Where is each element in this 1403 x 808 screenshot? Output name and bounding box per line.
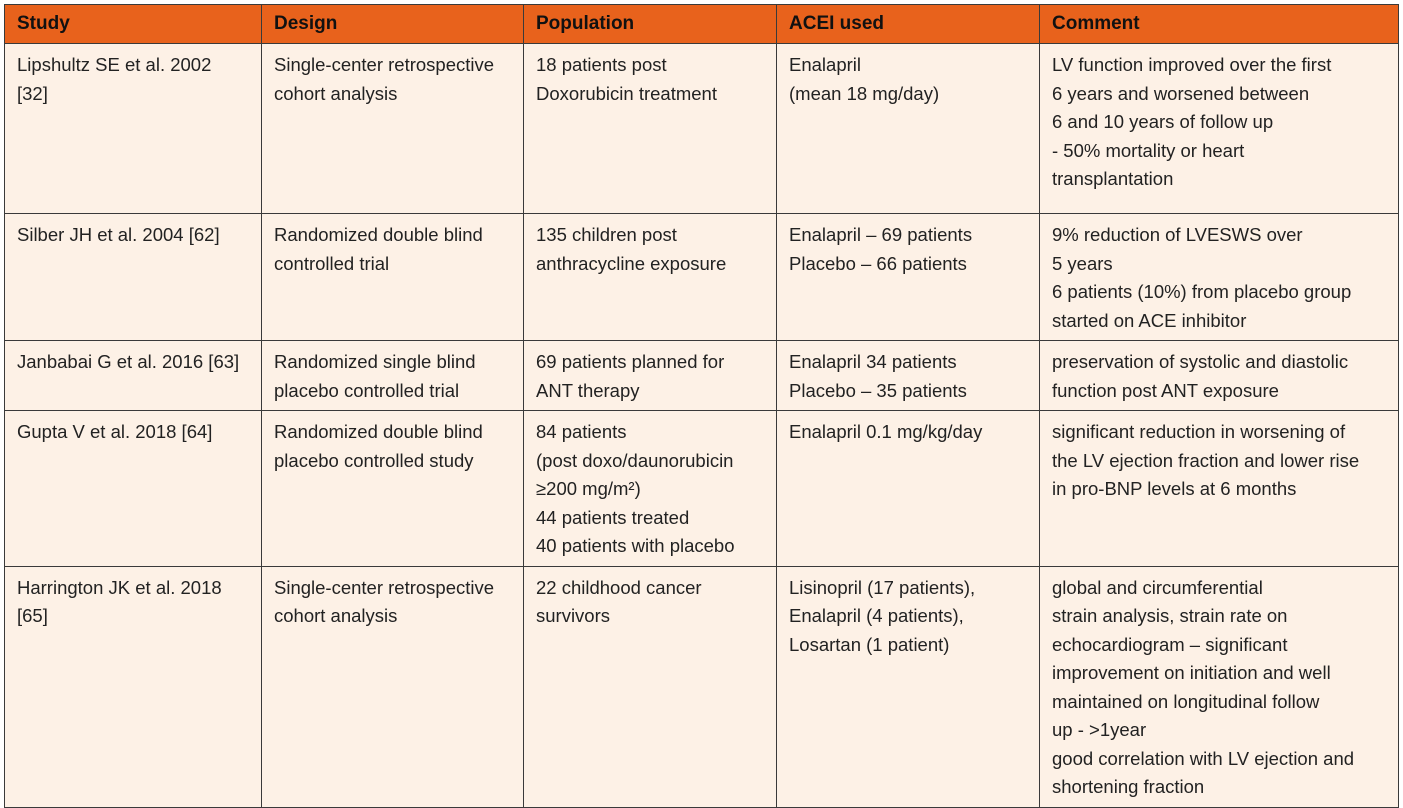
table-row bbox=[5, 411, 1399, 567]
cell-comment bbox=[1040, 411, 1399, 567]
cell-line: preservation of systolic and diastolic bbox=[1052, 351, 1349, 372]
header-acei-used: ACEI used bbox=[777, 5, 1040, 44]
cell-line: 22 childhood cancer bbox=[536, 576, 702, 598]
cell-line: shortening fraction bbox=[1052, 776, 1205, 797]
cell-study bbox=[5, 44, 262, 214]
cell-line: started on ACE inhibitor bbox=[1052, 309, 1247, 331]
cell-population bbox=[524, 44, 777, 214]
cell-line: Lipshultz SE et al. 2002 bbox=[17, 54, 212, 75]
cell-line: [65] bbox=[17, 605, 48, 626]
cell-comment bbox=[1040, 214, 1399, 341]
header-comment: Comment bbox=[1040, 5, 1399, 44]
cell-line: Losartan (1 patient) bbox=[789, 633, 950, 655]
cell-study bbox=[5, 214, 262, 341]
cell-line: function post ANT exposure bbox=[1052, 379, 1279, 401]
cell-study bbox=[5, 341, 262, 411]
cell-line: 6 patients (10%) from placebo group bbox=[1052, 281, 1352, 302]
cell-line: Single-center retrospective bbox=[274, 576, 495, 598]
table-row bbox=[5, 341, 1399, 411]
cell-line: significant reduction in worsening of bbox=[1052, 421, 1346, 442]
cell-line: Enalapril bbox=[789, 54, 861, 75]
cell-line: [32] bbox=[17, 82, 48, 104]
cell-line: Enalapril 0.1 mg/kg/day bbox=[789, 421, 983, 442]
cell-line: echocardiogram – significant bbox=[1052, 633, 1288, 655]
cell-line: 40 patients with placebo bbox=[536, 535, 735, 556]
cell-line: 69 patients planned for bbox=[536, 351, 725, 372]
table-row bbox=[5, 566, 1399, 807]
cell-line: Placebo – 66 patients bbox=[789, 252, 967, 274]
cell-line: improvement on initiation and well bbox=[1052, 662, 1331, 683]
table-row bbox=[5, 44, 1399, 214]
cell-line: 6 years and worsened between bbox=[1052, 82, 1310, 104]
cell-line: placebo controlled trial bbox=[274, 379, 460, 401]
cell-acei bbox=[777, 214, 1040, 341]
cell-comment bbox=[1040, 341, 1399, 411]
cell-design bbox=[262, 566, 524, 807]
table-row bbox=[5, 214, 1399, 341]
cell-line: Silber JH et al. 2004 [62] bbox=[17, 224, 220, 245]
cell-line: 18 patients post bbox=[536, 54, 667, 75]
cell-design bbox=[262, 44, 524, 214]
cell-line: Lisinopril (17 patients), bbox=[789, 576, 976, 598]
cell-study bbox=[5, 566, 262, 807]
cell-line: Randomized double blind bbox=[274, 224, 483, 245]
cell-line: Harrington JK et al. 2018 bbox=[17, 576, 222, 598]
cell-line: up - >1year bbox=[1052, 719, 1147, 740]
cell-line: LV function improved over the first bbox=[1052, 54, 1332, 75]
cell-line: survivors bbox=[536, 605, 611, 626]
cell-line: 135 children post bbox=[536, 224, 677, 245]
acei-studies-table bbox=[4, 4, 1399, 808]
cell-line: Enalapril 34 patients bbox=[789, 351, 957, 372]
header-population: Population bbox=[524, 5, 777, 44]
cell-line: the LV ejection fraction and lower rise bbox=[1052, 449, 1360, 471]
cell-line: 6 and 10 years of follow up bbox=[1052, 111, 1274, 132]
cell-line: global and circumferential bbox=[1052, 576, 1263, 598]
cell-line: Enalapril (4 patients), bbox=[789, 605, 964, 626]
cell-line: Randomized double blind bbox=[274, 421, 483, 442]
cell-study bbox=[5, 411, 262, 567]
cell-acei bbox=[777, 411, 1040, 567]
header-study: Study bbox=[5, 5, 262, 44]
cell-acei bbox=[777, 566, 1040, 807]
cell-line: ≥200 mg/m²) bbox=[536, 478, 641, 499]
cell-line: 5 years bbox=[1052, 252, 1113, 274]
cell-line: Single-center retrospective bbox=[274, 54, 495, 75]
cell-line: 44 patients treated bbox=[536, 506, 690, 528]
acei-studies-table-container bbox=[4, 4, 1398, 808]
cell-line: Janbabai G et al. 2016 [63] bbox=[17, 351, 240, 372]
cell-design bbox=[262, 214, 524, 341]
cell-line: Doxorubicin treatment bbox=[536, 82, 717, 104]
cell-line: strain analysis, strain rate on bbox=[1052, 605, 1288, 626]
cell-comment bbox=[1040, 566, 1399, 807]
cell-line: (post doxo/daunorubicin bbox=[536, 449, 734, 471]
cell-design bbox=[262, 411, 524, 567]
cell-design bbox=[262, 341, 524, 411]
cell-line: 9% reduction of LVESWS over bbox=[1052, 224, 1303, 245]
cell-line: in pro-BNP levels at 6 months bbox=[1052, 478, 1297, 499]
cell-line: Placebo – 35 patients bbox=[789, 379, 967, 401]
cell-population bbox=[524, 341, 777, 411]
cell-line: 84 patients bbox=[536, 421, 627, 442]
header-design: Design bbox=[262, 5, 524, 44]
cell-line: - 50% mortality or heart bbox=[1052, 139, 1245, 161]
cell-line: Gupta V et al. 2018 [64] bbox=[17, 421, 213, 442]
cell-population bbox=[524, 214, 777, 341]
cell-line: ANT therapy bbox=[536, 379, 640, 401]
cell-line: maintained on longitudinal follow bbox=[1052, 690, 1320, 712]
cell-line: Randomized single blind bbox=[274, 351, 476, 372]
cell-acei bbox=[777, 341, 1040, 411]
cell-population bbox=[524, 411, 777, 567]
table-header-row bbox=[5, 5, 1399, 44]
cell-line: controlled trial bbox=[274, 252, 390, 274]
cell-line: cohort analysis bbox=[274, 82, 398, 104]
cell-line: transplantation bbox=[1052, 168, 1174, 189]
cell-population bbox=[524, 566, 777, 807]
cell-line: Enalapril – 69 patients bbox=[789, 224, 973, 245]
cell-line: anthracycline exposure bbox=[536, 252, 727, 274]
cell-comment bbox=[1040, 44, 1399, 214]
cell-line: good correlation with LV ejection and bbox=[1052, 747, 1355, 769]
cell-line: (mean 18 mg/day) bbox=[789, 82, 940, 104]
cell-acei bbox=[777, 44, 1040, 214]
cell-line: placebo controlled study bbox=[274, 449, 474, 471]
cell-line: cohort analysis bbox=[274, 605, 398, 626]
